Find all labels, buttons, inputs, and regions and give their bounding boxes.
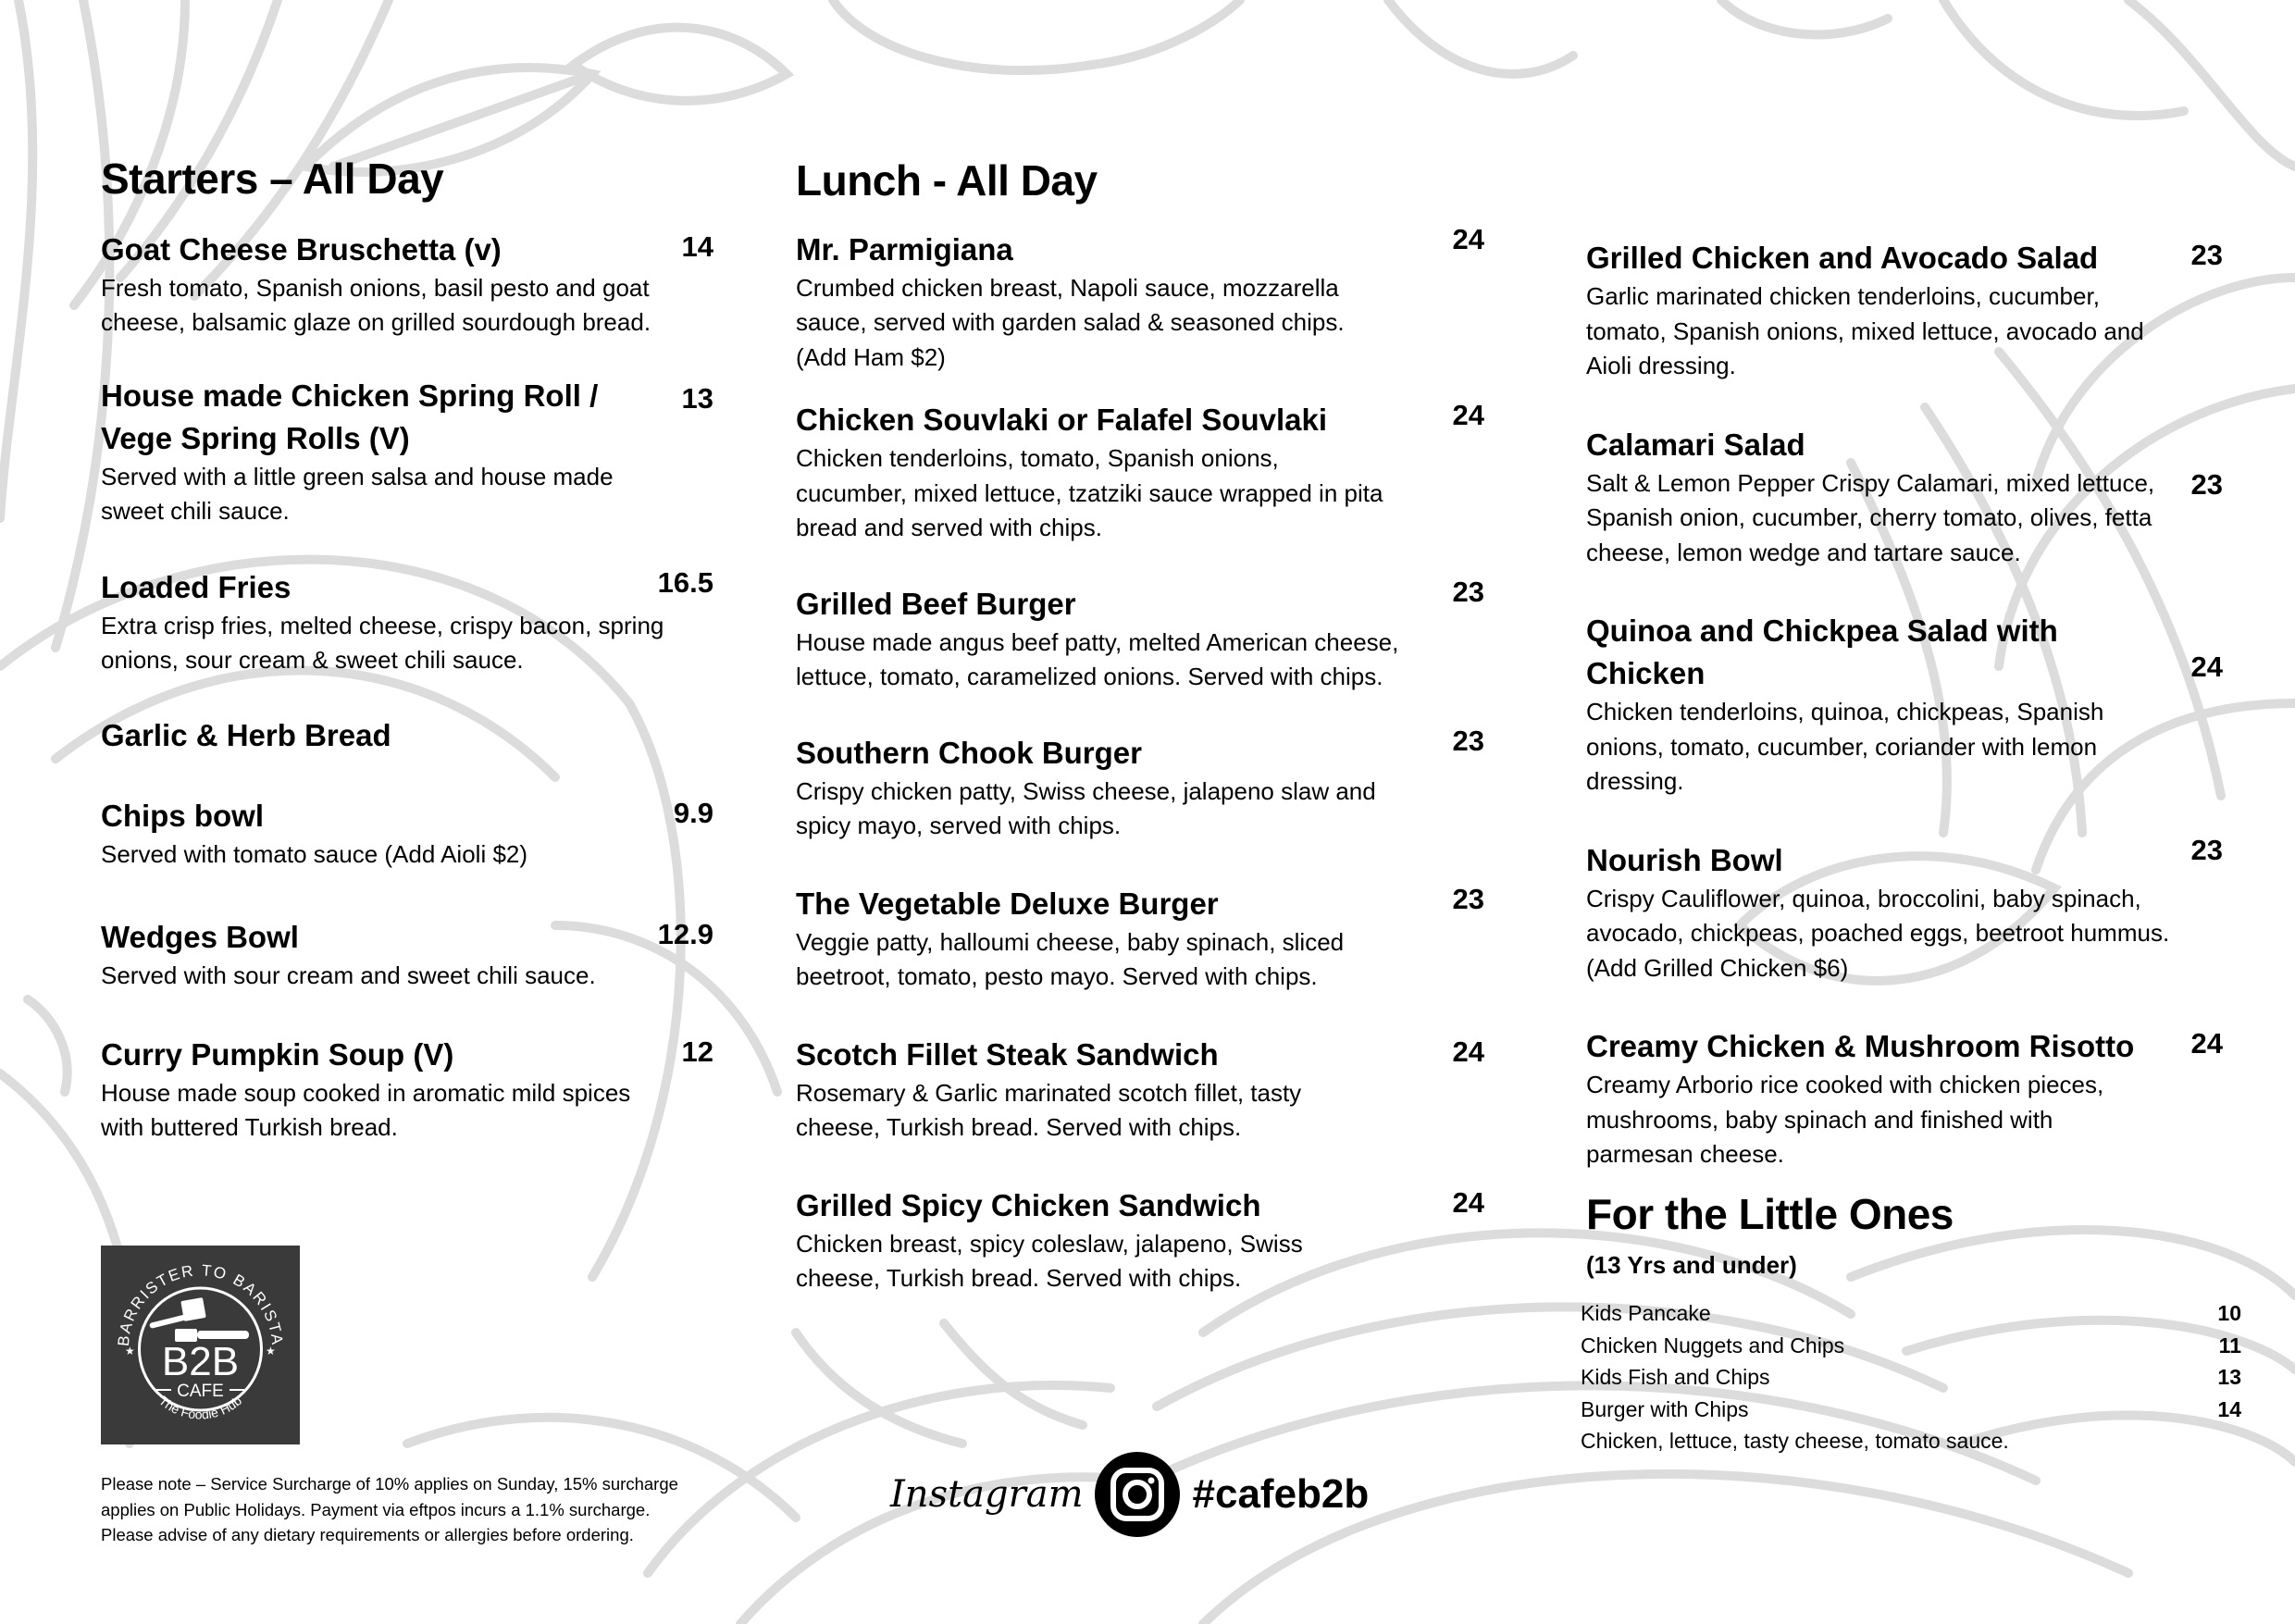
item-price: 23 xyxy=(1452,575,1484,608)
menu-item xyxy=(101,795,713,873)
item-description: Veggie patty, halloumi cheese, baby spinach, sliced beetroot, tomato, pesto mayo. Served with chips. xyxy=(796,927,1345,991)
item-name: House made Chicken Spring Roll / Vege Spring Rolls (V) xyxy=(101,378,599,455)
menu-item xyxy=(796,1184,1484,1296)
instagram-icon xyxy=(1095,1452,1180,1537)
item-price: 23 xyxy=(2190,833,2223,866)
item-price: 13 xyxy=(681,381,713,415)
surcharge-note xyxy=(101,1471,786,1548)
item-name: Grilled Beef Burger xyxy=(796,586,1076,621)
item-name: Southern Chook Burger xyxy=(796,735,1143,770)
menu-item xyxy=(101,916,713,994)
item-price: 24 xyxy=(2190,651,2223,683)
item-price: 24 xyxy=(1452,1035,1484,1068)
menu-item xyxy=(101,714,713,757)
item-description: Creamy Arborio rice cooked with chicken pieces, mushrooms, baby spinach and finished with parmesan cheese. xyxy=(1586,1071,2104,1168)
menu-item xyxy=(1586,833,2223,986)
item-description: Served with tomato sauce (Add Aioli $2) xyxy=(101,839,528,868)
item-price: 12 xyxy=(681,1035,713,1068)
section-title-kids: For the Little Ones xyxy=(1586,1189,1954,1238)
item-description: House made angus beef patty, melted American cheese, lettuce, tomato, caramelized onions. Served with chips. xyxy=(796,627,1399,691)
cafe-logo xyxy=(101,1246,300,1444)
note-line: applies on Public Holidays. Payment via eftpos incurs a 1.1% surcharge. xyxy=(101,1499,651,1519)
item-price: 23 xyxy=(1452,724,1484,757)
item-price: 12.9 xyxy=(657,918,713,951)
menu-item xyxy=(101,375,713,529)
kids-item-price: 13 xyxy=(2217,1365,2241,1389)
item-price: 24 xyxy=(1452,399,1484,432)
instagram-hashtag[interactable]: #cafeb2b xyxy=(1192,1471,1370,1517)
item-name: Calamari Salad xyxy=(1586,427,1805,462)
item-description: Chicken tenderloins, tomato, Spanish onions, cucumber, mixed lettuce, tzatziki sauce wrapped in pita bread and served with chips. xyxy=(796,444,1383,542)
gavel-portafilter-icon xyxy=(149,1297,249,1342)
item-description: Chicken breast, spicy coleslaw, jalapeno, Swiss cheese, Turkish bread. Served with chips. xyxy=(796,1229,1303,1293)
item-description: Fresh tomato, Spanish onions, basil pesto and goat cheese, balsamic glaze on grilled sourdough bread. xyxy=(101,273,651,337)
kids-subtitle: (13 Yrs and under) xyxy=(1586,1251,1797,1280)
item-name: Wedges Bowl xyxy=(101,920,299,955)
kids-list xyxy=(1581,1297,2241,1457)
item-name: Creamy Chicken & Mushroom Risotto xyxy=(1586,1029,2135,1063)
item-description: Rosemary & Garlic marinated scotch fillet, tasty cheese, Turkish bread. Served with chips. xyxy=(796,1078,1302,1142)
item-price: 24 xyxy=(2190,1027,2223,1060)
menu-item xyxy=(101,229,713,341)
item-description: Chicken tenderloins, quinoa, chickpeas, Spanish onions, tomato, cucumber, coriander with lemon dressing. xyxy=(1586,698,2104,795)
menu-item xyxy=(1586,424,2223,571)
item-description: House made soup cooked in aromatic mild spices with buttered Turkish bread. xyxy=(101,1078,631,1142)
item-name: Loaded Fries xyxy=(101,569,292,604)
star-icon: ★ xyxy=(125,1345,135,1357)
menu-item xyxy=(796,883,1484,995)
menu-item xyxy=(101,1034,713,1146)
item-name: Quinoa and Chickpea Salad with Chicken xyxy=(1586,614,2058,690)
kids-burger-note: Chicken, lettuce, tasty cheese, tomato sauce. xyxy=(1581,1429,2009,1453)
item-price: 16.5 xyxy=(657,565,713,599)
kids-item-name: Kids Pancake xyxy=(1581,1301,1711,1325)
menu-item xyxy=(101,566,713,678)
item-price: 24 xyxy=(1452,1185,1484,1219)
logo-emblem xyxy=(101,1246,300,1444)
item-description: Salt & Lemon Pepper Crispy Calamari, mixed lettuce, Spanish onion, cucumber, cherry tomato, olives, fetta cheese, lemon wedge and tartare sauce. xyxy=(1586,468,2155,566)
kids-item-note xyxy=(1581,1425,2241,1457)
kids-item xyxy=(1581,1361,2241,1394)
item-name: Chips bowl xyxy=(101,798,264,833)
menu-item xyxy=(796,399,1484,546)
item-price: 24 xyxy=(1452,222,1484,255)
instagram-wordmark: Instagram xyxy=(890,1473,1084,1516)
item-price: 23 xyxy=(2190,467,2223,501)
item-description: Served with a little green salsa and house made sweet chili sauce. xyxy=(101,462,614,526)
note-line: Please advise of any dietary requirements or allergies before ordering. xyxy=(101,1525,634,1544)
kids-item-price: 14 xyxy=(2217,1396,2241,1421)
item-price: 9.9 xyxy=(673,796,713,829)
kids-item-name: Chicken Nuggets and Chips xyxy=(1581,1333,1845,1357)
menu-item xyxy=(796,575,1484,695)
item-name: Curry Pumpkin Soup (V) xyxy=(101,1036,454,1072)
logo-cafe: CAFE xyxy=(177,1382,224,1401)
kids-item xyxy=(1581,1297,2241,1330)
star-icon: ★ xyxy=(266,1345,276,1357)
section-title-starters: Starters – All Day xyxy=(101,155,444,203)
kids-item-price: 10 xyxy=(2217,1301,2241,1325)
salads-column xyxy=(1586,237,2223,1282)
lunch-column xyxy=(796,157,1484,1296)
item-name: Scotch Fillet Steak Sandwich xyxy=(796,1036,1219,1072)
item-description: Crispy Cauliflower, quinoa, broccolini, baby spinach, avocado, chickpeas, poached eggs, beetroot hummus. (Add Grilled Chicken $6) xyxy=(1586,884,2170,982)
item-description: Extra crisp fries, melted cheese, crispy bacon, spring onions, sour cream & sweet chili sauce. xyxy=(101,611,664,675)
item-description: Served with sour cream and sweet chili sauce. xyxy=(101,961,596,990)
item-name: Garlic & Herb Bread xyxy=(101,717,391,752)
item-description: Garlic marinated chicken tenderloins, cucumber, tomato, Spanish onions, mixed lettuce, avocado and Aioli dressing. xyxy=(1586,282,2144,379)
item-price: 23 xyxy=(2190,239,2223,271)
menu-item xyxy=(1586,237,2223,384)
note-line: Please note – Service Surcharge of 10% applies on Sunday, 15% surcharge xyxy=(101,1474,678,1494)
item-name: Grilled Spicy Chicken Sandwich xyxy=(796,1187,1261,1222)
menu-item xyxy=(796,724,1484,844)
kids-item-price: 11 xyxy=(2218,1333,2241,1357)
menu-item xyxy=(1586,610,2223,800)
menu-item xyxy=(1586,1025,2223,1172)
item-name: Mr. Parmigiana xyxy=(796,231,1013,267)
item-name: Goat Cheese Bruschetta (v) xyxy=(101,231,502,267)
kids-item-name: Kids Fish and Chips xyxy=(1581,1365,1770,1389)
item-name: Grilled Chicken and Avocado Salad xyxy=(1586,241,2099,275)
item-price: 23 xyxy=(1452,882,1484,915)
logo-monogram: B2B xyxy=(161,1339,240,1384)
kids-item xyxy=(1581,1394,2241,1426)
item-description: Crumbed chicken breast, Napoli sauce, mozzarella sauce, served with garden salad & seasoned chips. (Add Ham $2) xyxy=(796,273,1345,371)
logo-arc-text: BARRISTER TO BARISTA xyxy=(114,1261,287,1347)
starters-column xyxy=(101,155,713,1146)
item-description: Crispy chicken patty, Swiss cheese, jalapeno slaw and spicy mayo, served with chips. xyxy=(796,776,1376,840)
section-title-lunch: Lunch - All Day xyxy=(796,156,1098,205)
item-name: Nourish Bowl xyxy=(1586,842,1783,877)
instagram-block[interactable] xyxy=(890,1448,1369,1541)
item-name: Chicken Souvlaki or Falafel Souvlaki xyxy=(796,403,1328,438)
kids-item-name: Burger with Chips xyxy=(1581,1396,1749,1421)
item-name: The Vegetable Deluxe Burger xyxy=(796,886,1219,921)
logo-tagline: The Foodie Hub xyxy=(155,1393,245,1422)
menu-item xyxy=(796,222,1484,376)
item-price: 14 xyxy=(681,229,713,263)
menu-item xyxy=(796,1034,1484,1146)
kids-item xyxy=(1581,1330,2241,1362)
